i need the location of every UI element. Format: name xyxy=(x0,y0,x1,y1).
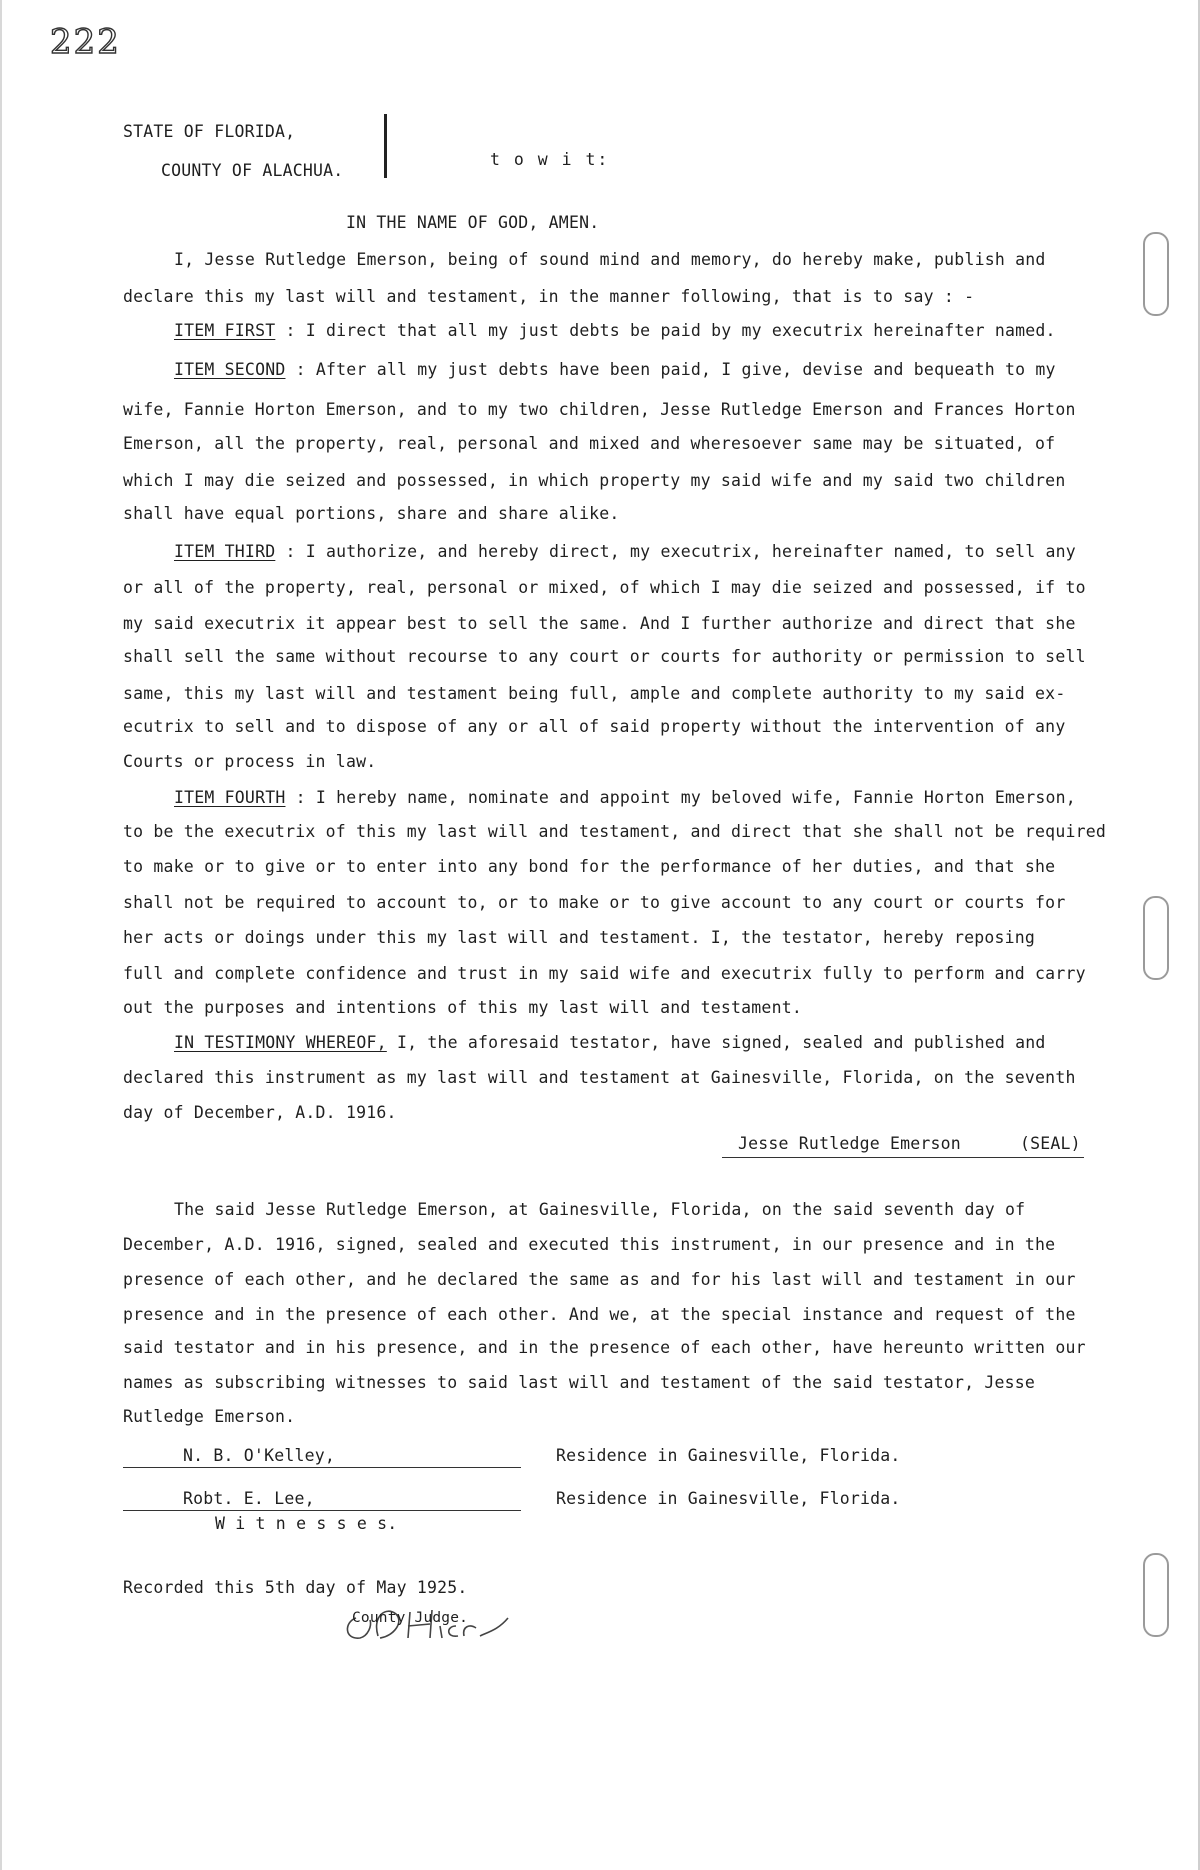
body-line: full and complete confidence and trust in my said wife and executrix fully to perform and carry xyxy=(123,964,1086,983)
seal-mark: (SEAL) xyxy=(1020,1134,1081,1153)
attestation-line: December, A.D. 1916, signed, sealed and executed this instrument, in our presence and in the xyxy=(123,1235,1056,1254)
attestation-line: presence of each other, and he declared the same as and for his last will and testament in our xyxy=(123,1270,1076,1289)
item-third-label: ITEM THIRD xyxy=(174,542,276,561)
body-line: I, Jesse Rutledge Emerson, being of sound mind and memory, do hereby make, publish and xyxy=(174,250,1046,269)
witness-signature-line xyxy=(123,1467,521,1468)
county-judge-title: County Judge. xyxy=(352,1610,469,1626)
item-first-label: ITEM FIRST xyxy=(174,321,276,340)
item-fourth: ITEM FOURTH : I hereby name, nominate and appoint my beloved wife, Fannie Horton Emerson, xyxy=(174,788,1076,807)
witness-residence: Residence in Gainesville, Florida. xyxy=(556,1446,901,1465)
recorded-statement: Recorded this 5th day of May 1925. xyxy=(123,1578,468,1597)
testator-signature-line xyxy=(722,1157,1084,1158)
attestation-line: names as subscribing witnesses to said last will and testament of the said testator, Jesse xyxy=(123,1373,1036,1392)
attestation-line: The said Jesse Rutledge Emerson, at Gainesville, Florida, on the said seventh day of xyxy=(174,1200,1026,1219)
binder-hole-top xyxy=(1143,232,1169,316)
witness-signature-line xyxy=(123,1510,521,1511)
item-third: ITEM THIRD : I authorize, and hereby direct, my executrix, hereinafter named, to sell any xyxy=(174,542,1076,561)
bracket-mark xyxy=(384,114,387,178)
witness-name: Robt. E. Lee, xyxy=(183,1489,315,1508)
item-second: ITEM SECOND : After all my just debts have been paid, I give, devise and bequeath to my xyxy=(174,360,1056,379)
body-line: shall have equal portions, share and share alike. xyxy=(123,504,620,523)
state-heading: STATE OF FLORIDA, xyxy=(123,122,296,141)
body-line: my said executrix it appear best to sell the same. And I further authorize and direct that she xyxy=(123,614,1076,633)
to-wit: t o w i t: xyxy=(490,150,610,169)
body-line: I hereby name, nominate and appoint my beloved wife, Fannie Horton Emerson, xyxy=(315,788,1076,807)
witness-name: N. B. O'Kelley, xyxy=(183,1446,336,1465)
body-line: After all my just debts have been paid, I give, devise and bequeath to my xyxy=(315,360,1056,379)
body-line: Emerson, all the property, real, personal and mixed and wheresoever same may be situated, of xyxy=(123,434,1056,453)
body-line: shall sell the same without recourse to any court or courts for authority or permission to sell xyxy=(123,647,1086,666)
body-line: I direct that all my just debts be paid by my executrix hereinafter named. xyxy=(305,321,1056,340)
body-line: I authorize, and hereby direct, my executrix, hereinafter named, to sell any xyxy=(305,542,1076,561)
body-line: declare this my last will and testament, in the manner following, that is to say : - xyxy=(123,287,975,306)
invocation: IN THE NAME OF GOD, AMEN. xyxy=(346,213,600,232)
body-line: wife, Fannie Horton Emerson, and to my two children, Jesse Rutledge Emerson and Frances Horton xyxy=(123,400,1076,419)
body-line: to be the executrix of this my last will and testament, and direct that she shall not be required xyxy=(123,822,1106,841)
item-second-label: ITEM SECOND xyxy=(174,360,286,379)
body-line: out the purposes and intentions of this my last will and testament. xyxy=(123,998,802,1017)
body-line: her acts or doings under this my last will and testament. I, the testator, hereby reposing xyxy=(123,928,1036,947)
body-line: or all of the property, real, personal or mixed, of which I may die seized and possessed, if to xyxy=(123,578,1086,597)
witness-residence: Residence in Gainesville, Florida. xyxy=(556,1489,901,1508)
item-first: ITEM FIRST : I direct that all my just debts be paid by my executrix hereinafter named. xyxy=(174,321,1056,340)
body-line: shall not be required to account to, or to make or to give account to any court or courts for xyxy=(123,893,1066,912)
item-fourth-label: ITEM FOURTH xyxy=(174,788,286,807)
page-left-edge xyxy=(0,0,2,1870)
attestation-line: presence and in the presence of each other. And we, at the special instance and request of the xyxy=(123,1305,1076,1324)
testimony-label: IN TESTIMONY WHEREOF, xyxy=(174,1033,387,1052)
body-line: declared this instrument as my last will and testament at Gainesville, Florida, on the seventh xyxy=(123,1068,1076,1087)
attestation-line: Rutledge Emerson. xyxy=(123,1407,296,1426)
witnesses-caption: W i t n e s s e s. xyxy=(215,1514,398,1533)
body-line: I, the aforesaid testator, have signed, sealed and published and xyxy=(396,1033,1046,1052)
testator-signature-name: Jesse Rutledge Emerson xyxy=(738,1134,961,1153)
body-line: same, this my last will and testament being full, ample and complete authority to my said ex- xyxy=(123,684,1066,703)
testimony-clause xyxy=(174,1033,1046,1053)
body-line: to make or to give or to enter into any bond for the performance of her duties, and that she xyxy=(123,857,1056,876)
page-number: 222 xyxy=(50,22,121,62)
body-line: Courts or process in law. xyxy=(123,752,377,771)
binder-hole-middle xyxy=(1143,896,1169,980)
body-line: day of December, A.D. 1916. xyxy=(123,1103,397,1122)
attestation-line: said testator and in his presence, and in the presence of each other, have hereunto written our xyxy=(123,1338,1086,1357)
body-line: ecutrix to sell and to dispose of any or all of said property without the intervention of any xyxy=(123,717,1066,736)
county-heading: COUNTY OF ALACHUA. xyxy=(161,161,344,180)
body-line: which I may die seized and possessed, in which property my said wife and my said two children xyxy=(123,471,1066,490)
binder-hole-bottom xyxy=(1143,1553,1169,1637)
